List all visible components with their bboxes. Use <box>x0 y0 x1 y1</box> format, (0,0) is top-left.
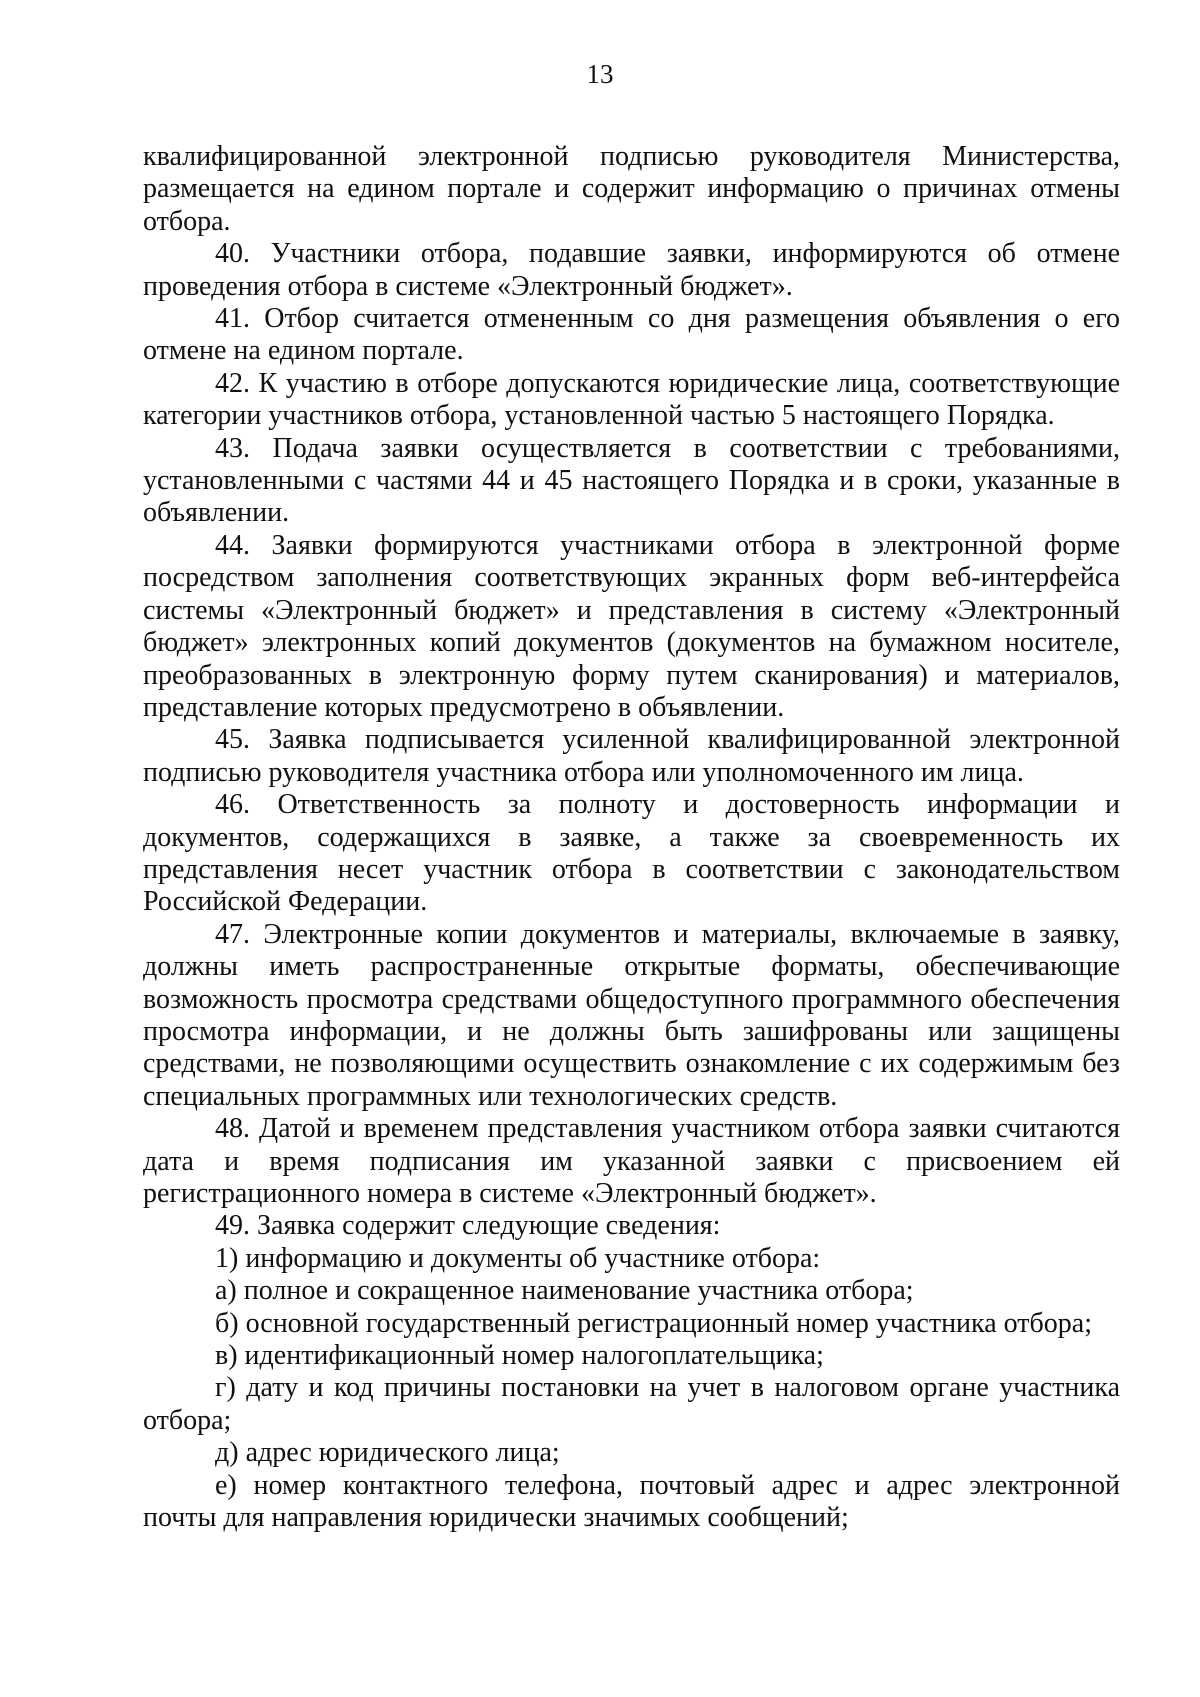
paragraph: в) идентификационный номер налогоплательщика; <box>215 1340 824 1372</box>
paragraph: д) адрес юридического лица; <box>215 1437 560 1469</box>
paragraph: 41. Отбор считается отмененным со дня размещения объявления о его отмене на едином портале. <box>143 303 1120 367</box>
paragraph: квалифицированной электронной подписью руководителя Министерства, размещается на едином портале и содержит информацию о причинах отмены отбора. <box>143 141 1120 237</box>
paragraph: 46. Ответственность за полноту и достоверность информации и документов, содержащихся в заявке, а также за своевременность их представления несет участник отбора в соответствии с законодательством Российской Федерации. <box>143 789 1120 918</box>
paragraph: г) дату и код причины постановки на учет в налоговом органе участника отбора; <box>143 1372 1120 1436</box>
paragraph: 45. Заявка подписывается усиленной квалифицированной электронной подписью руководителя участника отбора или уполномоченного им лица. <box>143 724 1120 788</box>
paragraph: 43. Подача заявки осуществляется в соответствии с требованиями, установленными с частями 44 и 45 настоящего Порядка и в сроки, указанные в объявлении. <box>143 432 1120 529</box>
paragraph: 47. Электронные копии документов и материалы, включаемые в заявку, должны иметь распространенные открытые форматы, обеспечивающие возможность просмотра средствами общедоступного программного обеспечения просмотра информации, и не должны быть зашифрованы или защищены средствами, не позволяющими осуществить ознакомление с их содержимым без специальных программных или технологических средств. <box>143 918 1120 1112</box>
paragraph: 48. Датой и временем представления участником отбора заявки считаются дата и время подписания им указанной заявки с присвоением ей регистрационного номера в системе «Электронный бюджет». <box>143 1113 1120 1209</box>
paragraph: 44. Заявки формируются участниками отбора в электронной форме посредством заполнения соответствующих экранных форм веб-интерфейса системы «Электронный бюджет» и представления в систему «Электронный бюджет» электронных копий документов (документов на бумажном носителе, преобразованных в электронную форму путем сканирования) и материалов, представление которых предусмотрено в объявлении. <box>143 529 1120 723</box>
page-number: 13 <box>586 59 614 89</box>
paragraph: 1) информацию и документы об участнике отбора: <box>215 1242 821 1274</box>
paragraph: 49. Заявка содержит следующие сведения: <box>215 1210 721 1242</box>
paragraph: б) основной государственный регистрационный номер участника отбора; <box>215 1307 1092 1339</box>
document-body <box>143 141 1120 1534</box>
paragraph: 42. К участию в отборе допускаются юридические лица, соответствующие категории участников отбора, установленной частью 5 настоящего Порядка. <box>143 367 1120 432</box>
paragraph: а) полное и сокращенное наименование участника отбора; <box>215 1275 914 1307</box>
paragraph: 40. Участники отбора, подавшие заявки, информируются об отмене проведения отбора в системе «Электронный бюджет». <box>143 238 1120 302</box>
paragraph: е) номер контактного телефона, почтовый адрес и адрес электронной почты для направления юридически значимых сообщений; <box>143 1469 1120 1534</box>
